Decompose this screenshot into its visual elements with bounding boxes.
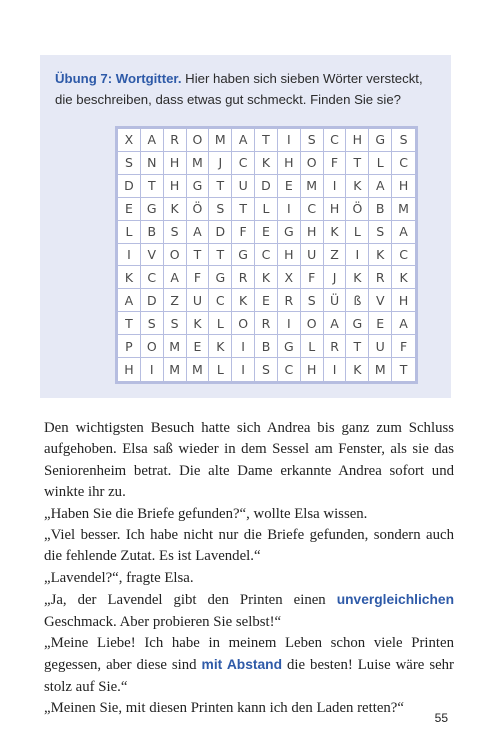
grid-cell: R <box>232 266 255 289</box>
grid-cell: M <box>369 358 392 381</box>
grid-cell: F <box>301 266 324 289</box>
grid-cell: H <box>392 175 415 198</box>
grid-cell: T <box>187 244 210 267</box>
grid-cell: I <box>278 198 301 221</box>
grid-cell: S <box>369 221 392 244</box>
grid-cell: D <box>118 175 141 198</box>
grid-cell: H <box>324 198 347 221</box>
story-paragraph <box>44 589 454 633</box>
grid-cell: D <box>141 289 164 312</box>
grid-cell: I <box>232 358 255 381</box>
grid-cell: L <box>369 152 392 175</box>
grid-cell: Ü <box>324 289 347 312</box>
grid-cell: E <box>187 335 210 358</box>
grid-cell: V <box>141 244 164 267</box>
grid-cell: I <box>346 244 369 267</box>
grid-cell: E <box>255 289 278 312</box>
grid-cell: H <box>301 221 324 244</box>
grid-cell: R <box>255 312 278 335</box>
grid-cell: X <box>278 266 301 289</box>
grid-cell: E <box>369 312 392 335</box>
grid-cell: T <box>118 312 141 335</box>
grid-cell: B <box>369 198 392 221</box>
grid-cell: K <box>164 198 187 221</box>
grid-cell: T <box>346 335 369 358</box>
grid-cell: A <box>392 312 415 335</box>
grid-cell: I <box>324 175 347 198</box>
grid-cell: G <box>278 335 301 358</box>
grid-cell: N <box>141 152 164 175</box>
grid-cell: K <box>324 221 347 244</box>
grid-cell: M <box>164 358 187 381</box>
story-paragraph <box>44 633 454 698</box>
grid-cell: R <box>164 129 187 152</box>
grid-cell: M <box>187 152 210 175</box>
grid-cell: H <box>301 358 324 381</box>
grid-cell: U <box>369 335 392 358</box>
grid-cell: H <box>278 152 301 175</box>
grid-cell: O <box>164 244 187 267</box>
grid-cell: L <box>118 221 141 244</box>
grid-cell: S <box>255 358 278 381</box>
grid-cell: C <box>392 244 415 267</box>
grid-cell: T <box>209 244 232 267</box>
grid-cell: H <box>346 129 369 152</box>
grid-cell: B <box>141 221 164 244</box>
grid-cell: B <box>255 335 278 358</box>
grid-cell: G <box>346 312 369 335</box>
grid-cell: F <box>187 266 210 289</box>
story-paragraph: „Lavendel?“, fragte Elsa. <box>44 569 194 586</box>
grid-cell: V <box>369 289 392 312</box>
grid-cell: S <box>301 129 324 152</box>
grid-cell: S <box>392 129 415 152</box>
grid-cell: D <box>255 175 278 198</box>
grid-cell: X <box>118 129 141 152</box>
grid-cell: M <box>209 129 232 152</box>
grid-cell: H <box>118 358 141 381</box>
grid-cell: M <box>187 358 210 381</box>
grid-cell: K <box>346 266 369 289</box>
exercise-instruction <box>55 68 440 110</box>
grid-cell: K <box>369 244 392 267</box>
grid-cell: A <box>164 266 187 289</box>
grid-cell: R <box>369 266 392 289</box>
grid-cell: H <box>392 289 415 312</box>
grid-cell: A <box>232 129 255 152</box>
grid-cell: S <box>209 198 232 221</box>
grid-cell: L <box>346 221 369 244</box>
grid-cell: G <box>187 175 210 198</box>
grid-cell: H <box>164 152 187 175</box>
grid-cell: K <box>255 152 278 175</box>
grid-cell: F <box>232 221 255 244</box>
grid-cell: K <box>392 266 415 289</box>
grid-cell: K <box>118 266 141 289</box>
grid-cell: I <box>278 129 301 152</box>
grid-cell: A <box>324 312 347 335</box>
story-text-span: die besten! Luise wäre sehr stolz auf Sie.“ <box>44 657 454 695</box>
grid-cell: K <box>232 289 255 312</box>
grid-cell: D <box>209 221 232 244</box>
page-number: 55 <box>434 711 448 725</box>
grid-cell: K <box>187 312 210 335</box>
story-text-span: „Meine Liebe! Ich habe in meinem Leben schon viele Printen gegessen, aber diese sind <box>44 635 454 674</box>
grid-cell: C <box>141 266 164 289</box>
grid-cell: F <box>392 335 415 358</box>
grid-cell: A <box>118 289 141 312</box>
grid-cell: I <box>141 358 164 381</box>
grid-cell: T <box>346 152 369 175</box>
grid-cell: Ö <box>346 198 369 221</box>
grid-cell: O <box>301 152 324 175</box>
grid-cell: A <box>187 221 210 244</box>
grid-cell: E <box>278 175 301 198</box>
grid-cell: L <box>209 312 232 335</box>
grid-cell: O <box>232 312 255 335</box>
exercise-text: Hier haben sich sieben Wörter versteckt, die beschreiben, dass etwas gut schmeckt. Finden Sie sie? <box>55 71 423 107</box>
story-text-span: Geschmack. Aber probieren Sie selbst!“ <box>44 613 282 630</box>
grid-cell: Z <box>164 289 187 312</box>
grid-cell: M <box>301 175 324 198</box>
grid-cell: ß <box>346 289 369 312</box>
grid-cell: L <box>301 335 324 358</box>
grid-cell: G <box>232 244 255 267</box>
grid-cell: T <box>232 198 255 221</box>
grid-cell: S <box>164 221 187 244</box>
grid-cell: K <box>346 175 369 198</box>
grid-cell: G <box>209 266 232 289</box>
grid-cell: K <box>346 358 369 381</box>
story-paragraph: „Viel besser. Ich habe nicht nur die Briefe gefunden, sondern auch die fehlende Zutat. Es ist Lavendel.“ <box>44 527 454 565</box>
grid-cell: E <box>118 198 141 221</box>
story-paragraph: „Haben Sie die Briefe gefunden?“, wollte Elsa wissen. <box>44 505 368 522</box>
grid-cell: O <box>187 129 210 152</box>
grid-cell: J <box>324 266 347 289</box>
grid-cell: T <box>255 129 278 152</box>
story-text-span: „Ja, der Lavendel gibt den Printen einen <box>44 592 337 609</box>
grid-cell: G <box>278 221 301 244</box>
grid-cell: I <box>118 244 141 267</box>
grid-cell: G <box>369 129 392 152</box>
grid-cell: T <box>399 362 408 378</box>
grid-cell: C <box>278 358 301 381</box>
exercise-label: Übung 7: Wortgitter. <box>55 71 182 86</box>
grid-cell: C <box>209 289 232 312</box>
grid-cell: A <box>392 221 415 244</box>
story-paragraph: „Meinen Sie, mit diesen Printen kann ich den Laden retten?“ <box>44 700 404 717</box>
grid-cell: U <box>187 289 210 312</box>
story-paragraph: Den wichtigsten Besuch hatte sich Andrea bis ganz zum Schluss aufgehoben. Elsa saß wieder in dem Sessel am Fenster, als sie das Seniorenheim betrat. Die alte Dame erkannte Andrea sofort und winkte ihr zu. <box>44 420 454 501</box>
grid-cell: S <box>118 152 141 175</box>
grid-cell: H <box>278 244 301 267</box>
grid-cell: C <box>301 198 324 221</box>
grid-cell: T <box>141 175 164 198</box>
grid-cell: I <box>278 312 301 335</box>
grid-cell: A <box>369 175 392 198</box>
grid-cell: M <box>164 335 187 358</box>
grid-cell: Ö <box>187 198 210 221</box>
grid-cell: J <box>209 152 232 175</box>
grid-cell: Z <box>324 244 347 267</box>
grid-cell: C <box>392 152 415 175</box>
grid-cell: H <box>164 175 187 198</box>
story-text <box>44 418 454 720</box>
grid-cell: U <box>301 244 324 267</box>
grid-cell: K <box>209 335 232 358</box>
grid-cell: K <box>255 266 278 289</box>
grid-cell: S <box>141 312 164 335</box>
grid-cell: P <box>118 335 141 358</box>
grid-cell: C <box>255 244 278 267</box>
grid-cell: I <box>324 358 347 381</box>
grid-cell: R <box>278 289 301 312</box>
grid-cell: S <box>301 289 324 312</box>
word-search-grid <box>115 126 418 384</box>
grid-cell: R <box>324 335 347 358</box>
grid-cell: A <box>141 129 164 152</box>
grid-cell: I <box>232 335 255 358</box>
grid-cell: C <box>232 152 255 175</box>
grid-cell: L <box>209 358 232 381</box>
grid-cell: O <box>301 312 324 335</box>
grid-cell: E <box>255 221 278 244</box>
grid-cell: O <box>141 335 164 358</box>
highlight-word: mit Abstand <box>201 657 283 673</box>
grid-cell: T <box>209 175 232 198</box>
highlight-word: unvergleichlichen <box>336 592 454 608</box>
grid-cell: G <box>141 198 164 221</box>
grid-cell: L <box>255 198 278 221</box>
grid-cell: C <box>324 129 347 152</box>
grid-cell: U <box>232 175 255 198</box>
grid-cell: F <box>324 152 347 175</box>
grid-cell: S <box>164 312 187 335</box>
grid-cell: M <box>392 198 415 221</box>
